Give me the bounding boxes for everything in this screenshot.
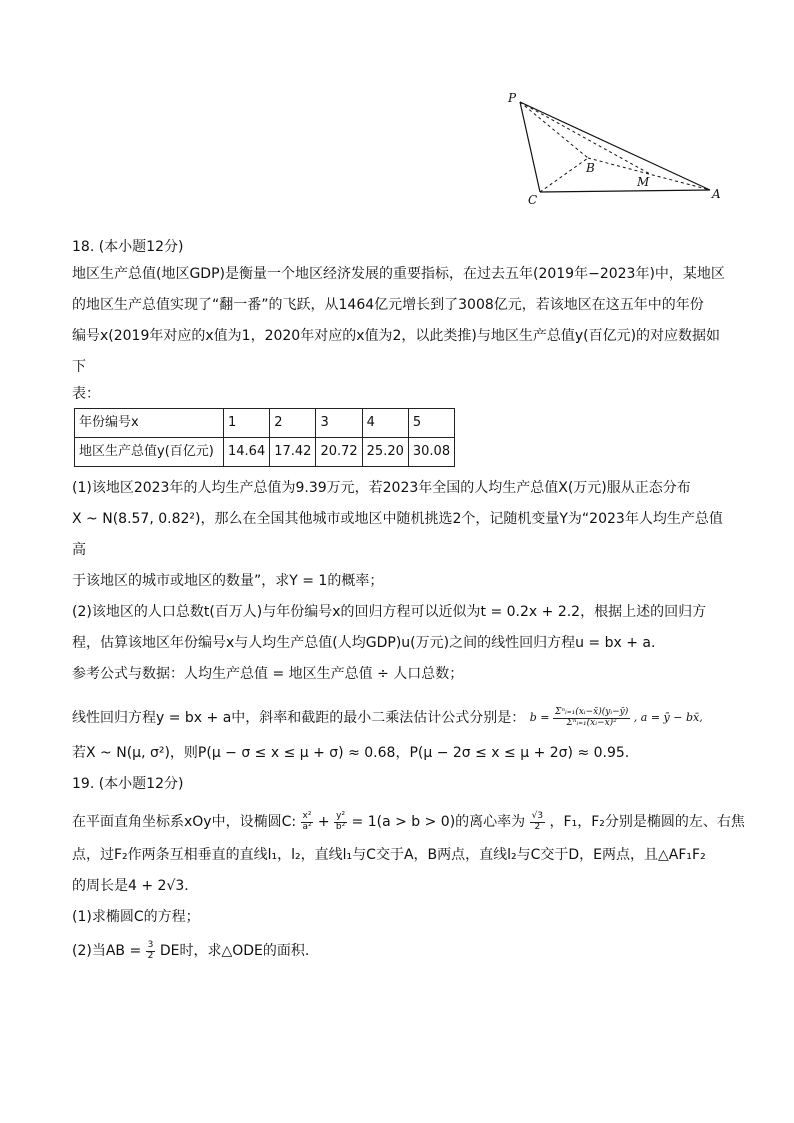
edge-CB xyxy=(540,158,588,192)
ratio-numerator: 3 xyxy=(147,939,154,950)
eccentricity-denominator: 2 xyxy=(534,821,541,832)
q19-part2-b: DE时，求△ODE的面积. xyxy=(159,943,310,960)
q19-line1-c: ，F₁，F₂分别是椭圆的左、右焦 xyxy=(549,814,745,831)
q19-line2: 点，过F₂作两条互相垂直的直线l₁，l₂，直线l₁与C交于A，B两点，直线l₂与C交于D，E两点，且△AF₁F₂ xyxy=(72,847,706,864)
label-C: C xyxy=(528,193,538,207)
table-cell: 地区生产总值y(百亿元) xyxy=(75,438,224,467)
ellipse-x-term xyxy=(301,812,314,833)
label-A: A xyxy=(712,187,721,201)
q19-part2 xyxy=(72,933,732,969)
q18-part1-line3: 于该地区的城市或地区的数量”，求Y = 1的概率； xyxy=(72,573,384,590)
table-cell: 17.42 xyxy=(270,438,316,467)
q19-part2-a: (2)当AB = xyxy=(72,943,146,960)
ellipse-x-denominator: a² xyxy=(302,821,312,832)
regression-prefix: 线性回归方程y = bx + a中，斜率和截距的最小二乘法估计公式分别是： xyxy=(72,710,526,727)
slope-formula xyxy=(530,698,703,738)
table-cell: 4 xyxy=(362,409,408,438)
table-cell: 1 xyxy=(224,409,270,438)
q19-line3: 的周长是4 + 2√3. xyxy=(72,878,189,895)
gdp-table xyxy=(74,408,455,467)
q19-line1-b: = 1(a > b > 0)的离心率为 xyxy=(351,814,526,831)
exam-content xyxy=(72,236,745,969)
label-B: B xyxy=(586,161,595,175)
table-cell: 年份编号x xyxy=(75,409,224,438)
label-M: M xyxy=(637,175,650,189)
table-cell: 2 xyxy=(270,409,316,438)
edge-PM xyxy=(520,102,650,174)
table-row xyxy=(75,409,455,438)
table-cell: 5 xyxy=(408,409,454,438)
ellipse-plus: + xyxy=(313,814,335,831)
q18-part1-line1: (1)该地区2023年的人均生产总值为9.39万元，若2023年全国的人均生产总值X(万元)服从正态分布 xyxy=(72,480,691,497)
table-cell: 30.08 xyxy=(408,438,454,467)
ratio-fraction xyxy=(146,941,156,962)
ellipse-x-numerator: x² xyxy=(302,810,312,821)
q19-line1 xyxy=(72,804,745,840)
q18-part2-line2: 程，估算该地区年份编号x与人均生产总值(人均GDP)u(万元)之间的线性回归方程u = bx + a. xyxy=(72,635,656,652)
table-cell: 3 xyxy=(316,409,362,438)
q18-intro-line1: 地区生产总值(地区GDP)是衡量一个地区经济发展的重要指标，在过去五年(2019年−2023年)中，某地区 xyxy=(72,266,725,283)
table-cell: 20.72 xyxy=(316,438,362,467)
edge-PA xyxy=(520,102,710,190)
eccentricity-numerator: √3 xyxy=(531,810,544,821)
q18-part1-line2: X ~ N(8.57, 0.82²)，那么在全国其他城市或地区中随机挑选2个，记随机变量Y为“2023年人均生产总值高 xyxy=(72,511,723,559)
slope-fraction xyxy=(553,708,630,729)
ellipse-y-denominator: b² xyxy=(335,821,346,832)
table-cell: 14.64 xyxy=(224,438,270,467)
label-P: P xyxy=(508,91,517,105)
ellipse-y-numerator: y² xyxy=(336,810,346,821)
ratio-denominator: 2 xyxy=(147,950,154,961)
q19-line1-a: 在平面直角坐标系xOy中，设椭圆C: xyxy=(72,814,301,831)
slope-denominator: Σⁿᵢ₌₁(xᵢ−x̄)² xyxy=(566,717,617,728)
slope-symbol: b = xyxy=(529,711,550,725)
table-row xyxy=(75,438,455,467)
q18-normal-dist-reference: 若X ~ N(μ, σ²)，则P(μ − σ ≤ x ≤ μ + σ) ≈ 0.68，P(μ − 2σ ≤ x ≤ μ + 2σ) ≈ 0.95. xyxy=(72,745,630,762)
q18-intro-line2: 的地区生产总值实现了“翻一番”的飞跃，从1464亿元增长到了3008亿元，若该地区在这五年中的年份 xyxy=(72,297,704,314)
edge-CA xyxy=(540,190,710,192)
edge-PC xyxy=(520,102,540,192)
q18-part2-line1: (2)该地区的人口总数t(百万人)与年份编号x的回归方程可以近似为t = 0.2x + 2.2，根据上述的回归方 xyxy=(72,604,707,621)
intercept-formula: , a = ȳ − bx̄, xyxy=(633,711,703,725)
q18-intro-line4: 表： xyxy=(72,386,100,403)
geometry-figure xyxy=(500,90,730,210)
q18-intro-line3: 编号x(2019年对应的x值为1，2020年对应的x值为2，以此类推)与地区生产总值y(百亿元)的对应数据如下 xyxy=(72,328,721,376)
q18-reference: 参考公式与数据：人均生产总值 = 地区生产总值 ÷ 人口总数； xyxy=(72,666,464,683)
q18-regression-formula xyxy=(72,698,732,738)
q19-part1: (1)求椭圆C的方程； xyxy=(72,909,200,926)
slope-numerator: Σⁿᵢ₌₁(xᵢ−x̄)(yᵢ−ȳ) xyxy=(555,706,629,717)
q18-title: 18. (本小题12分) xyxy=(72,239,184,255)
q19-title: 19. (本小题12分) xyxy=(72,776,184,793)
eccentricity-fraction xyxy=(530,812,545,833)
table-cell: 25.20 xyxy=(362,438,408,467)
ellipse-y-term xyxy=(334,812,347,833)
pyramid-diagram xyxy=(500,90,730,210)
